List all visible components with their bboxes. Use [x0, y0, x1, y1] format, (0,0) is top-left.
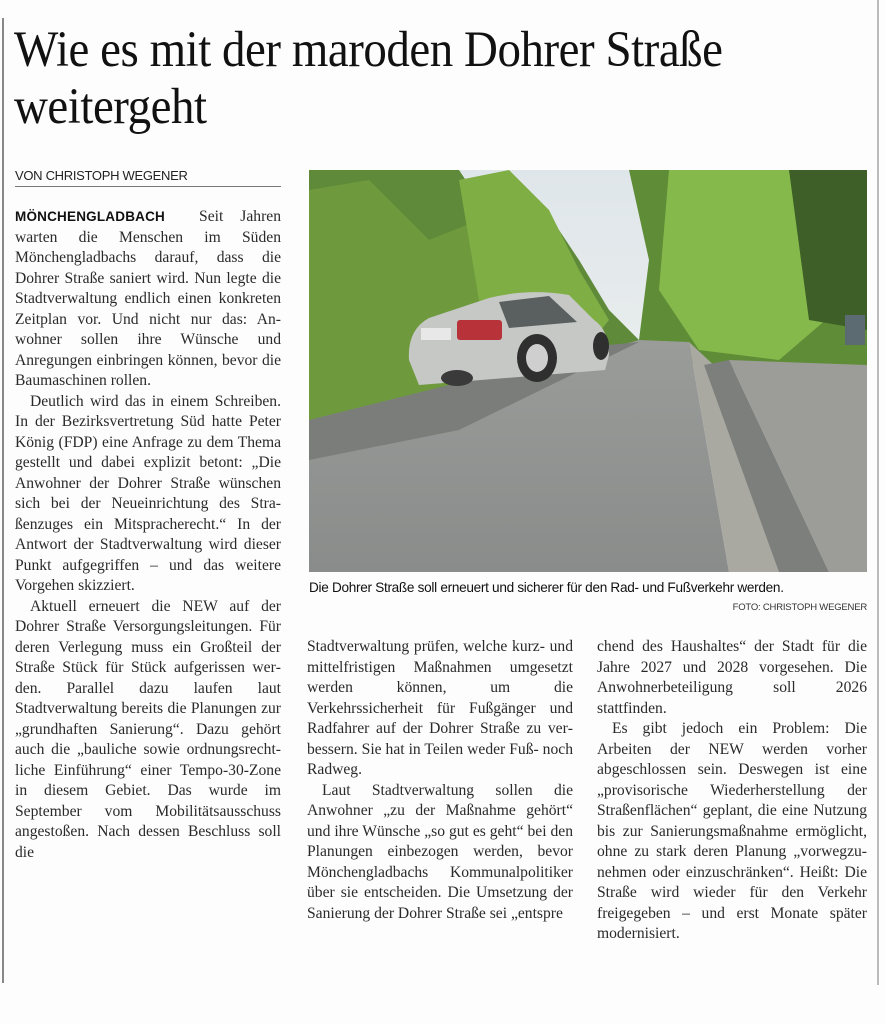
- paragraph-4: Stadtverwaltung prüfen, welche kurz- und mittelfristigen Maßnahmen umgesetzt werden können, um die Verkehrssicherheit für Fußgänger und Radfahrer auf der Dohrer Straße zu verbessern. Sie hat in Teilen weder Fuß- noch Radweg.: [307, 638, 573, 778]
- article-column-2: [307, 637, 573, 924]
- paragraph-1-text: Seit Jahren warten die Menschen im Süden Mönchengladbachs darauf, dass die Dohrer Straße saniert wird. Nun legte die Stadtverwaltung endlich einen konkreten Zeitplan vor. Und nicht nur das: Anwohner sollen ihre Wünsche und Anregungen einbringen können, bevor die Baumaschinen rollen.: [15, 208, 282, 389]
- article-column-3: [597, 637, 867, 945]
- paragraph-6: chend des Haushaltes“ der Stadt für die Jahre 2027 und 2028 vorgesehen. Die Anwohnerbeteiligung soll 2026 stattfinden.: [597, 638, 867, 717]
- paragraph-7: Es gibt jedoch ein Problem: Die Arbeiten der NEW werden vorher abgeschlossen sein. Deswegen ist eine „provisorische Wiederherstellung der Straßenflächen“ geplant, die eine Nutzung bis zur Sanierungsmaßnahme ermöglicht, ohne zu stark deren Planung „vorwegzunehmen oder einzuschränken“. Heißt: Die Straße wird wieder für den Verkehr freigegeben – und erst Monate später modernisiert.: [597, 720, 867, 942]
- paragraph-1: [15, 207, 281, 392]
- road-car-photo-illustration: [309, 170, 867, 572]
- photo-credit: FOTO: CHRISTOPH WEGENER: [732, 602, 867, 613]
- paragraph-3: Aktuell erneuert die NEW auf der Dohrer Straße Versorgungsleitungen. Für deren Verlegung muss ein Großteil der Straße Stück für Stück aufgerissen werden. Parallel dazu laufen laut Stadtverwaltung bereits die Planungen zur „grundhaften Sanierung“. Dazu gehört auch die „bauliche sowie ordnungsrechtliche Einführung“ einer Tempo-30-Zone in diesem Gebiet. Das wurde im September vom Mobilitätsausschuss angestoßen. Nach dessen Beschluss soll die: [15, 597, 281, 861]
- byline: VON CHRISTOPH WEGENER: [15, 168, 281, 187]
- page-edge-left: [2, 18, 4, 983]
- paragraph-5: Laut Stadtverwaltung sollen die Anwohner „zu der Maßnahme gehört“ und ihre Wünsche „so gut es geht“ bei den Planungen einbezogen werden, bevor Mönchengladbachs Kommunalpolitiker über sie entscheiden. Die Umsetzung der Sanierung der Dohrer Straße sei „entspre: [307, 781, 573, 922]
- dateline: MÖNCHENGLADBACH: [15, 209, 165, 224]
- page-edge-right: [877, 0, 879, 985]
- paragraph-2: Deutlich wird das in einem Schreiben. In der Bezirksvertretung Süd hatte Peter König (FDP) eine Anfrage zu dem Thema gestellt und dabei explizit betont: „Die Anwohner der Dohrer Straße wünschen sich bei der Neueinrichtung des Straßenzuges ein Mitspracherecht.“ In der Antwort der Stadtverwaltung wird dieser Punkt aufgegriffen – und das weitere Vorgehen skizziert.: [15, 392, 281, 594]
- headline: Wie es mit der maroden Dohrer Straße weitergeht: [14, 22, 723, 135]
- article-photo: [309, 170, 867, 572]
- photo-caption: Die Dohrer Straße soll erneuert und sicherer für den Rad- und Fußverkehr werden.: [309, 580, 784, 595]
- article-column-1: [15, 207, 281, 863]
